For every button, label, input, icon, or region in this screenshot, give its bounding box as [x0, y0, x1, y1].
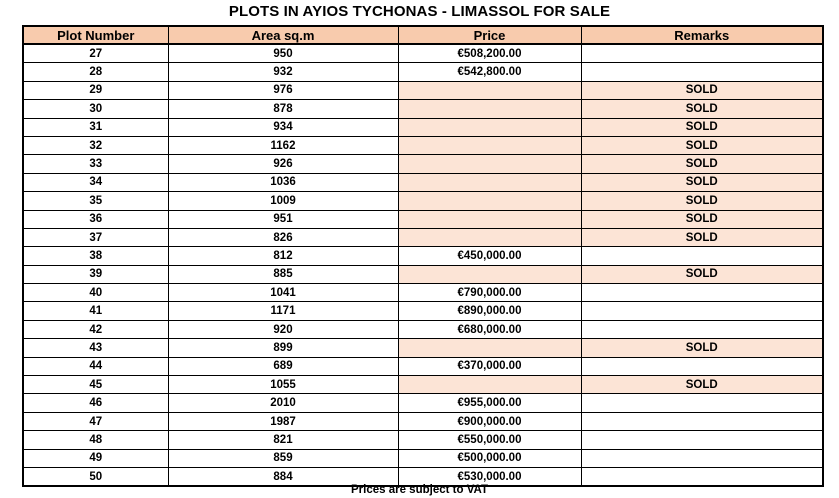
table-row — [23, 394, 823, 412]
table-row — [23, 339, 823, 357]
cell-area: 976 — [168, 81, 398, 99]
cell-remarks: SOLD — [581, 81, 823, 99]
cell-price — [398, 192, 581, 210]
cell-remarks: SOLD — [581, 265, 823, 283]
cell-price — [398, 100, 581, 118]
table-row — [23, 136, 823, 154]
cell-plot-number: 50 — [23, 467, 168, 486]
cell-remarks — [581, 320, 823, 338]
table-row — [23, 431, 823, 449]
cell-plot-number: 44 — [23, 357, 168, 375]
cell-plot-number: 30 — [23, 100, 168, 118]
cell-area: 885 — [168, 265, 398, 283]
cell-price: €500,000.00 — [398, 449, 581, 467]
page-title: PLOTS IN AYIOS TYCHONAS - LIMASSOL FOR SALE — [228, 3, 611, 20]
cell-plot-number: 36 — [23, 210, 168, 228]
cell-remarks — [581, 412, 823, 430]
cell-remarks — [581, 284, 823, 302]
table-row — [23, 376, 823, 394]
cell-plot-number: 45 — [23, 376, 168, 394]
table-header-row — [23, 26, 823, 44]
cell-plot-number: 29 — [23, 81, 168, 99]
cell-area: 812 — [168, 247, 398, 265]
table-row — [23, 284, 823, 302]
cell-remarks — [581, 302, 823, 320]
cell-price — [398, 228, 581, 246]
cell-remarks — [581, 357, 823, 375]
cell-plot-number: 41 — [23, 302, 168, 320]
cell-price: €530,000.00 — [398, 467, 581, 486]
table-row — [23, 210, 823, 228]
vat-footnote: Prices are subject to VAT — [351, 484, 488, 496]
cell-area: 951 — [168, 210, 398, 228]
cell-price: €508,200.00 — [398, 44, 581, 63]
cell-plot-number: 48 — [23, 431, 168, 449]
cell-plot-number: 33 — [23, 155, 168, 173]
cell-price — [398, 265, 581, 283]
table-row — [23, 320, 823, 338]
table-row — [23, 192, 823, 210]
table-row — [23, 228, 823, 246]
cell-remarks: SOLD — [581, 118, 823, 136]
table-row — [23, 449, 823, 467]
cell-remarks: SOLD — [581, 210, 823, 228]
table-row — [23, 412, 823, 430]
cell-price: €955,000.00 — [398, 394, 581, 412]
cell-area: 934 — [168, 118, 398, 136]
cell-area: 826 — [168, 228, 398, 246]
cell-remarks — [581, 247, 823, 265]
cell-plot-number: 39 — [23, 265, 168, 283]
cell-plot-number: 34 — [23, 173, 168, 191]
header-price: Price — [398, 26, 581, 44]
plots-table — [22, 25, 824, 487]
cell-remarks: SOLD — [581, 100, 823, 118]
cell-remarks: SOLD — [581, 339, 823, 357]
cell-area: 859 — [168, 449, 398, 467]
cell-price — [398, 118, 581, 136]
cell-plot-number: 32 — [23, 136, 168, 154]
cell-remarks: SOLD — [581, 136, 823, 154]
cell-remarks — [581, 394, 823, 412]
cell-plot-number: 27 — [23, 44, 168, 63]
cell-plot-number: 49 — [23, 449, 168, 467]
cell-plot-number: 43 — [23, 339, 168, 357]
table-row — [23, 118, 823, 136]
cell-price: €900,000.00 — [398, 412, 581, 430]
cell-price — [398, 339, 581, 357]
cell-price: €890,000.00 — [398, 302, 581, 320]
cell-remarks — [581, 44, 823, 63]
table-row — [23, 265, 823, 283]
header-area: Area sq.m — [168, 26, 398, 44]
cell-area: 950 — [168, 44, 398, 63]
cell-area: 920 — [168, 320, 398, 338]
cell-remarks: SOLD — [581, 376, 823, 394]
cell-plot-number: 46 — [23, 394, 168, 412]
cell-area: 2010 — [168, 394, 398, 412]
cell-price: €550,000.00 — [398, 431, 581, 449]
table-row — [23, 100, 823, 118]
cell-plot-number: 38 — [23, 247, 168, 265]
cell-plot-number: 31 — [23, 118, 168, 136]
table-row — [23, 44, 823, 63]
cell-price — [398, 173, 581, 191]
table-row — [23, 155, 823, 173]
cell-price: €790,000.00 — [398, 284, 581, 302]
cell-plot-number: 35 — [23, 192, 168, 210]
cell-plot-number: 47 — [23, 412, 168, 430]
cell-area: 1009 — [168, 192, 398, 210]
cell-remarks — [581, 449, 823, 467]
cell-area: 1055 — [168, 376, 398, 394]
cell-area: 1162 — [168, 136, 398, 154]
table-body — [23, 44, 823, 486]
table-row — [23, 357, 823, 375]
cell-area: 1171 — [168, 302, 398, 320]
cell-area: 926 — [168, 155, 398, 173]
cell-price: €450,000.00 — [398, 247, 581, 265]
table-row — [23, 302, 823, 320]
cell-remarks — [581, 63, 823, 81]
cell-price: €542,800.00 — [398, 63, 581, 81]
cell-price — [398, 81, 581, 99]
cell-area: 884 — [168, 467, 398, 486]
cell-price — [398, 210, 581, 228]
cell-plot-number: 40 — [23, 284, 168, 302]
cell-remarks: SOLD — [581, 173, 823, 191]
cell-price — [398, 136, 581, 154]
table-row — [23, 173, 823, 191]
cell-area: 1036 — [168, 173, 398, 191]
cell-area: 1987 — [168, 412, 398, 430]
cell-remarks: SOLD — [581, 228, 823, 246]
cell-area: 899 — [168, 339, 398, 357]
cell-price — [398, 155, 581, 173]
cell-price: €370,000.00 — [398, 357, 581, 375]
cell-price: €680,000.00 — [398, 320, 581, 338]
cell-price — [398, 376, 581, 394]
cell-area: 932 — [168, 63, 398, 81]
cell-area: 689 — [168, 357, 398, 375]
table-row — [23, 247, 823, 265]
cell-remarks: SOLD — [581, 192, 823, 210]
table-row — [23, 81, 823, 99]
cell-plot-number: 37 — [23, 228, 168, 246]
cell-remarks — [581, 431, 823, 449]
cell-area: 1041 — [168, 284, 398, 302]
cell-area: 878 — [168, 100, 398, 118]
header-remarks: Remarks — [581, 26, 823, 44]
cell-remarks: SOLD — [581, 155, 823, 173]
cell-area: 821 — [168, 431, 398, 449]
table-row — [23, 63, 823, 81]
cell-plot-number: 42 — [23, 320, 168, 338]
cell-plot-number: 28 — [23, 63, 168, 81]
header-plot-number: Plot Number — [23, 26, 168, 44]
